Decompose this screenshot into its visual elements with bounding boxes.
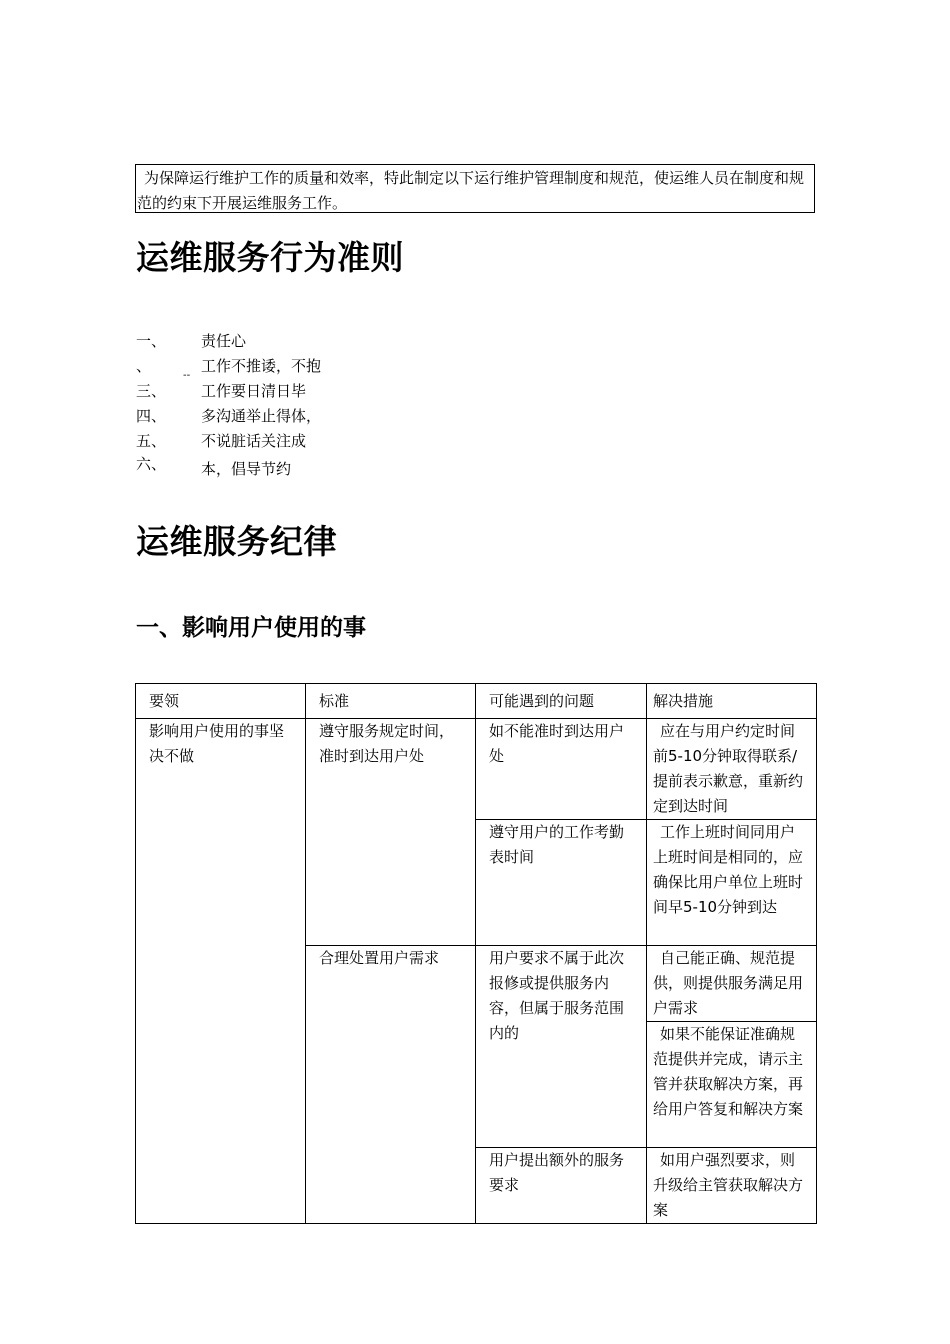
- problem-cell: 遵守用户的工作考勤表时间: [476, 820, 647, 946]
- solution-text: 自己能正确、规范提供，则提供服务满足用户需求: [653, 949, 804, 1017]
- intro-paragraph: [135, 164, 815, 213]
- solution-text: 应在与用户约定时间前5-10分钟取得联系/提前表示歉意，重新约定到达时间: [653, 722, 804, 815]
- problem-cell: 如不能准时到达用户处: [476, 719, 647, 820]
- solution-text: 如果不能保证准确规范提供并完成，请示主管并获取解决方案，再给用户答复和解决方案: [653, 1025, 804, 1118]
- problem-cell: 用户提出额外的服务要求: [476, 1148, 647, 1224]
- solution-cell: [647, 946, 817, 1022]
- problem-cell: 用户要求不属于此次报修或提供服务内容，但属于服务范围内的: [476, 946, 647, 1148]
- solution-cell: [647, 719, 817, 820]
- rule-text: 工作要日清日毕: [201, 382, 307, 400]
- intro-text: 为保障运行维护工作的质量和效率，特此制定以下运行维护管理制度和规范，使运维人员在制度和规范的约束下开展运维服务工作。: [137, 169, 805, 212]
- standard-cell: 合理处置用户需求: [306, 946, 476, 1224]
- stray-mark: --: [183, 370, 191, 381]
- header-cell: 解决措施: [647, 684, 817, 719]
- header-cell: 要领: [136, 684, 306, 719]
- standard-cell: 遵守服务规定时间，准时到达用户处: [306, 719, 476, 946]
- rule-text: 不说脏话关注成: [201, 432, 307, 450]
- rule-number: 六、: [136, 455, 167, 473]
- solution-cell: [647, 1022, 817, 1148]
- solution-cell: [647, 1148, 817, 1224]
- rule-text: 本，倡导节约: [201, 460, 292, 478]
- section-title-behavior: 运维服务行为准则: [136, 238, 404, 277]
- rule-text: 多沟通举止得体，: [201, 407, 322, 425]
- rule-number: 三、: [136, 382, 167, 400]
- table-row: [136, 719, 817, 820]
- rule-number: 四、: [136, 407, 167, 425]
- rule-text: 工作不推诿，不抱: [201, 357, 322, 375]
- header-cell: 标准: [306, 684, 476, 719]
- rule-number: 、: [136, 357, 152, 375]
- rule-number: 一、: [136, 332, 167, 350]
- solution-text: 如用户强烈要求，则升级给主管获取解决方案: [653, 1151, 804, 1219]
- table-header-row: [136, 684, 817, 719]
- rule-number: 五、: [136, 432, 167, 450]
- solution-cell: [647, 820, 817, 946]
- subsection-title: 一、影响用户使用的事: [136, 615, 366, 641]
- discipline-table: [135, 683, 817, 1224]
- solution-text: 工作上班时间同用户上班时间是相同的，应确保比用户单位上班时间早5-10分钟到达: [653, 823, 804, 916]
- principle-cell: 影响用户使用的事坚决不做: [136, 719, 306, 1224]
- section-title-discipline: 运维服务纪律: [136, 522, 337, 561]
- rule-text: 责任心: [201, 332, 247, 350]
- header-cell: 可能遇到的问题: [476, 684, 647, 719]
